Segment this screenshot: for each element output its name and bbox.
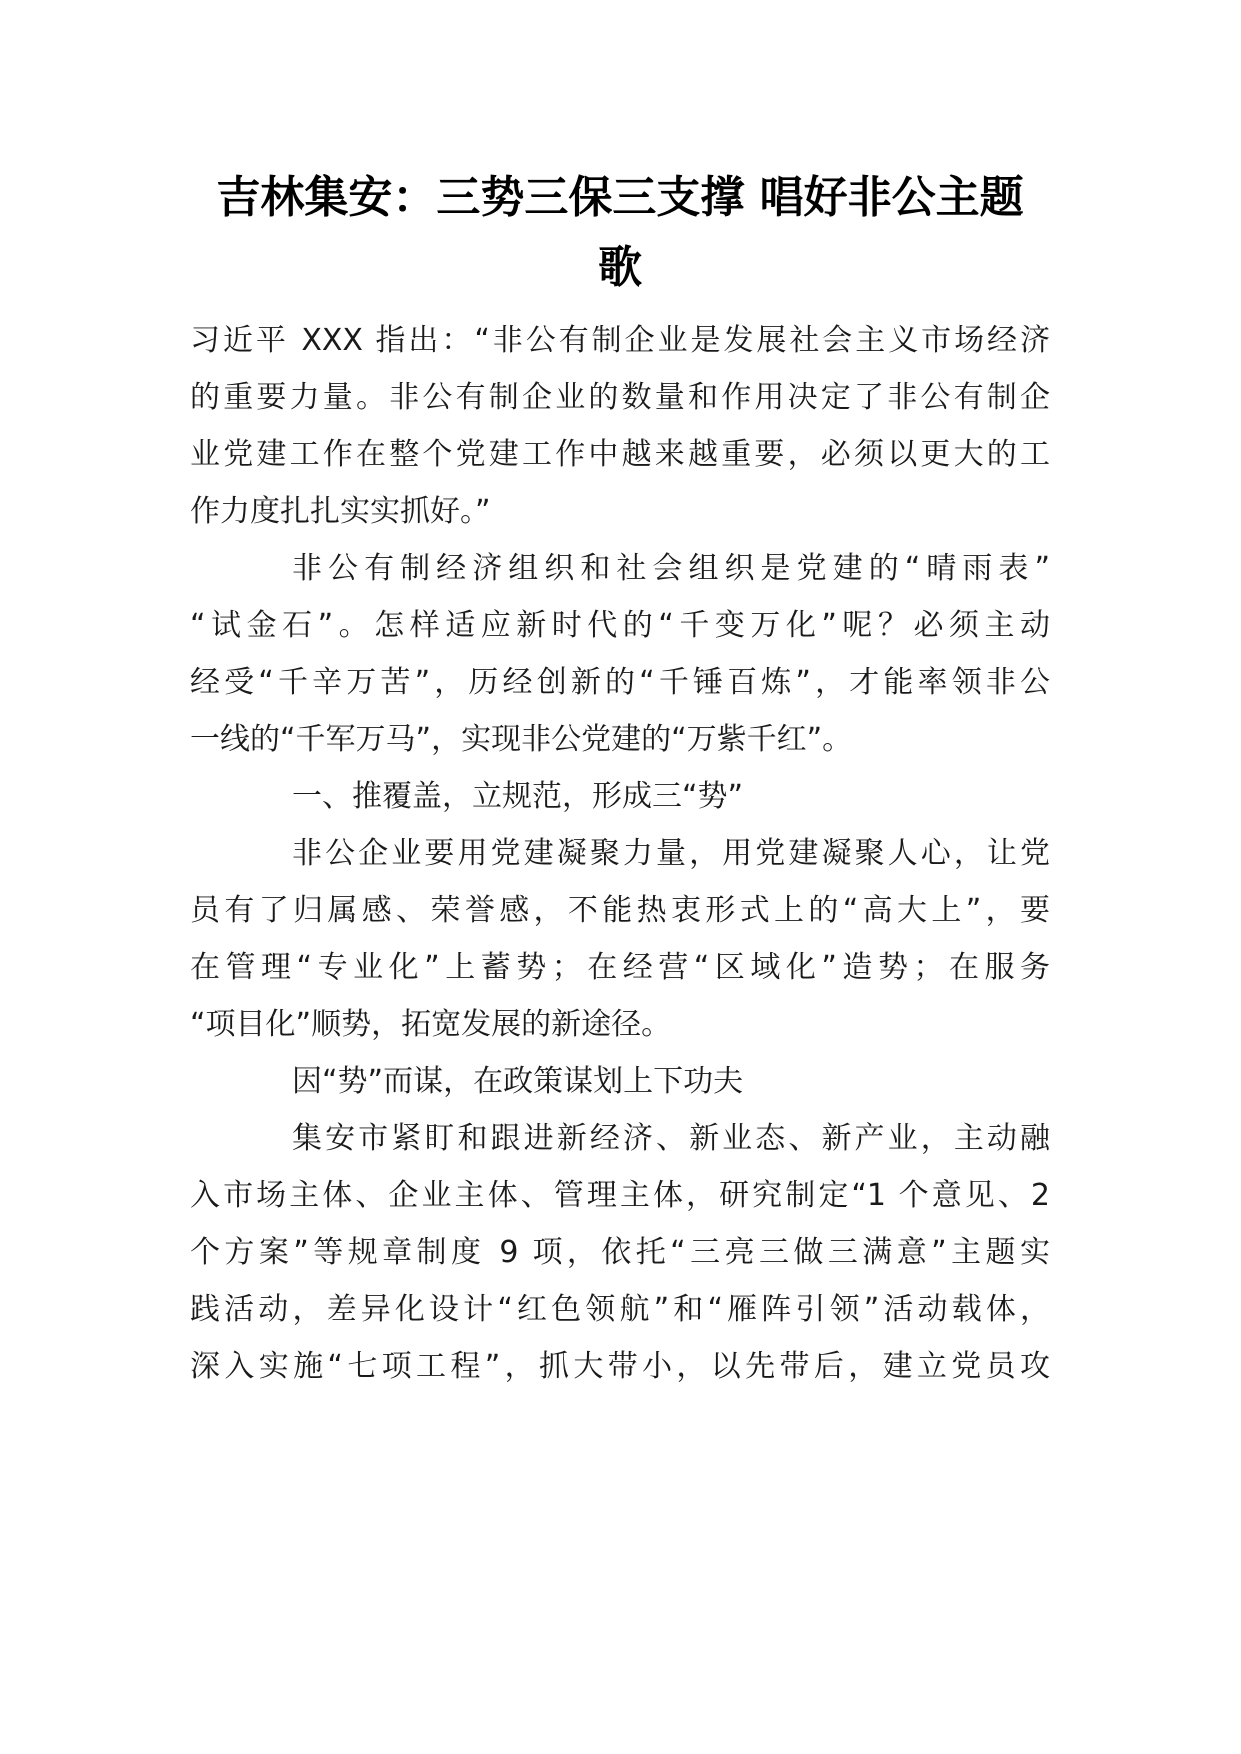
document-title-line-1: 吉林集安：三势三保三支撑 唱好非公主题 [216, 172, 1024, 223]
paragraph-line: 员有了归属感、荣誉感，不能热衷形式上的“高大上”，要 [190, 893, 1050, 928]
paragraph-line: 入市场主体、企业主体、管理主体，研究制定“1 个意见、2 [190, 1178, 1050, 1213]
paragraph-line: 践活动，差异化设计“红色领航”和“雁阵引领”活动载体， [190, 1292, 1050, 1327]
paragraph-line: 深入实施“七项工程”，抓大带小，以先带后，建立党员攻 [190, 1349, 1050, 1384]
section-heading: 一、推覆盖，立规范，形成三“势” [292, 779, 744, 814]
paragraph-line: 经受“千辛万苦”，历经创新的“千锤百炼”，才能率领非公 [190, 665, 1050, 700]
paragraph-line: 习近平 XXX 指出：“非公有制企业是发展社会主义市场经济 [190, 323, 1050, 358]
paragraph-line: “项目化”顺势，拓宽发展的新途径。 [190, 1007, 672, 1042]
paragraph-line: 在管理“专业化”上蓄势；在经营“区域化”造势；在服务 [190, 950, 1050, 985]
paragraph-line: 业党建工作在整个党建工作中越来越重要，必须以更大的工 [190, 437, 1050, 472]
paragraph-line: 一线的“千军万马”，实现非公党建的“万紫千红”。 [190, 722, 853, 757]
paragraph-line: 个方案”等规章制度 9 项，依托“三亮三做三满意”主题实 [190, 1235, 1050, 1270]
paragraph-line: 非公有制经济组织和社会组织是党建的“晴雨表” [292, 551, 1050, 586]
paragraph-line: 非公企业要用党建凝聚力量，用党建凝聚人心，让党 [292, 836, 1050, 871]
paragraph-line: 的重要力量。非公有制企业的数量和作用决定了非公有制企 [190, 380, 1050, 415]
paragraph-line: 作力度扎扎实实抓好。” [190, 494, 491, 529]
paragraph-line: 集安市紧盯和跟进新经济、新业态、新产业，主动融 [292, 1121, 1050, 1156]
subsection-heading: 因“势”而谋，在政策谋划上下功夫 [292, 1064, 744, 1099]
paragraph-line: “试金石”。怎样适应新时代的“千变万化”呢？必须主动 [190, 608, 1050, 643]
document-title-line-2: 歌 [598, 242, 642, 293]
